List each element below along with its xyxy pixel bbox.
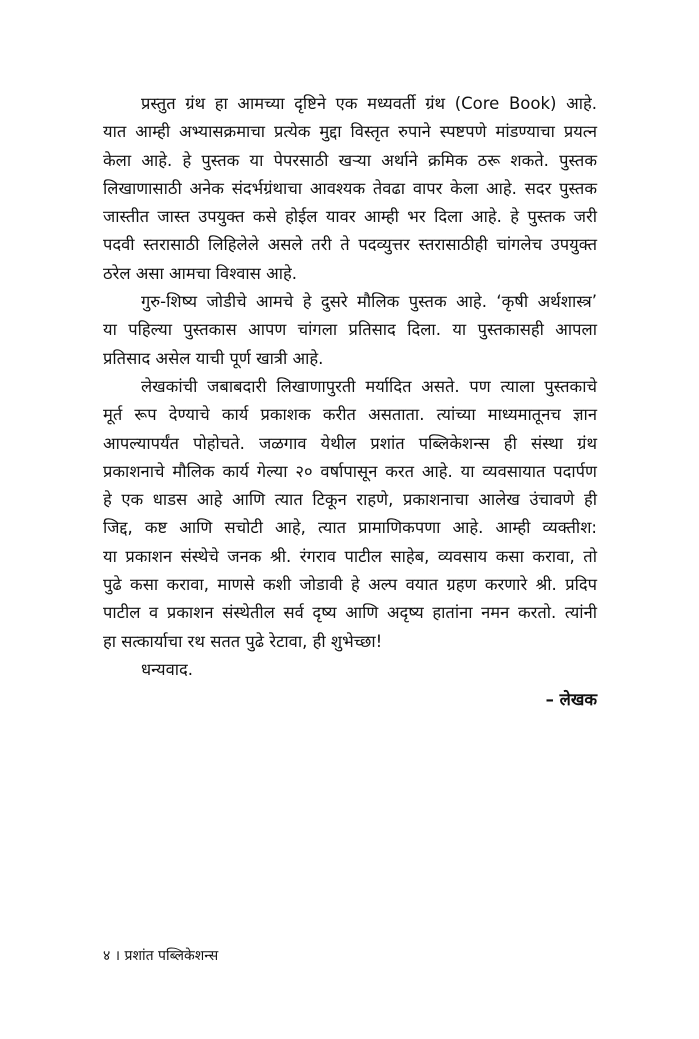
- text-line: लिखाणासाठी अनेक संदर्भग्रंथाचा आवश्यक तेवढा वापर केला आहे. सदर पुस्तक: [103, 178, 597, 198]
- author-signature: – लेखक: [545, 690, 597, 710]
- paragraph-2: [103, 288, 597, 373]
- text-line: हा सत्कार्याचा रथ सतत पुढे रेटावा, ही शुभेच्छा!: [103, 631, 383, 651]
- text-line: या पहिल्या पुस्तकास आपण चांगला प्रतिसाद दिला. या पुस्तकासही आपला: [103, 320, 597, 340]
- paragraph-4: [103, 656, 597, 684]
- page-body: [103, 90, 597, 715]
- text-line: मूर्त रूप देण्याचे कार्य प्रकाशक करीत असताता. त्यांच्या माध्यमातूनच ज्ञान: [103, 405, 597, 425]
- paragraph-1: [103, 90, 597, 288]
- text-line: प्रकाशनाचे मौलिक कार्य गेल्या २० वर्षापासून करत आहे. या व्यवसायात पदार्पण: [103, 461, 597, 481]
- text-line: या प्रकाशन संस्थेचे जनक श्री. रंगराव पाटील साहेब, व्यवसाय कसा करावा, तो: [103, 546, 597, 566]
- text-line: प्रतिसाद असेल याची पूर्ण खात्री आहे.: [103, 348, 324, 368]
- page-footer: ४ । प्रशांत पब्लिकेशन्स: [103, 948, 219, 964]
- thanks-line: धन्यवाद.: [141, 659, 194, 679]
- text-line: गुरु-शिष्य जोडीचे आमचे हे दुसरे मौलिक पुस्तक आहे. ‘कृषी अर्थशास्त्र’: [141, 292, 597, 312]
- text-line: पाटील व प्रकाशन संस्थेतील सर्व दृष्य आणि अदृष्य हातांना नमन करतो. त्यांनी: [103, 603, 597, 623]
- text-line: जिद्द, कष्ट आणि सचोटी आहे, त्यात प्रामाणिकपणा आहे. आम्ही व्यक्तीश:: [103, 518, 597, 538]
- text-line: पदवी स्तरासाठी लिहिलेले असले तरी ते पदव्युत्तर स्तरासाठीही चांगलेच उपयुक्त: [103, 235, 597, 255]
- text-line: यात आम्ही अभ्यासक्रमाचा प्रत्येक मुद्दा विस्तृत रुपाने स्पष्टपणे मांडण्याचा प्रयत्न: [103, 122, 597, 142]
- text-line: प्रस्तुत ग्रंथ हा आमच्या दृष्टिने एक मध्यवर्ती ग्रंथ (Core Book) आहे.: [141, 94, 597, 113]
- text-line: लेखकांची जबाबदारी लिखाणापुरती मर्यादित असते. पण त्याला पुस्तकाचे: [141, 376, 597, 396]
- text-line: हे एक धाडस आहे आणि त्यात टिकून राहणे, प्रकाशनाचा आलेख उंचावणे ही: [103, 490, 597, 510]
- text-line: जास्तीत जास्त उपयुक्त कसे होईल यावर आम्ही भर दिला आहे. हे पुस्तक जरी: [103, 207, 597, 227]
- text-line: पुढे कसा करावा, माणसे कशी जोडावी हे अल्प वयात ग्रहण करणारे श्री. प्रदिप: [103, 575, 597, 595]
- text-line: ठरेल असा आमचा विश्वास आहे.: [103, 263, 297, 283]
- text-line: आपल्यापर्यंत पोहोचते. जळगाव येथील प्रशांत पब्लिकेशन्स ही संस्था ग्रंथ: [103, 433, 597, 453]
- text-line: केला आहे. हे पुस्तक या पेपरसाठी खऱ्या अर्थाने क्रमिक ठरू शकते. पुस्तक: [103, 150, 597, 170]
- paragraph-3: [103, 373, 597, 656]
